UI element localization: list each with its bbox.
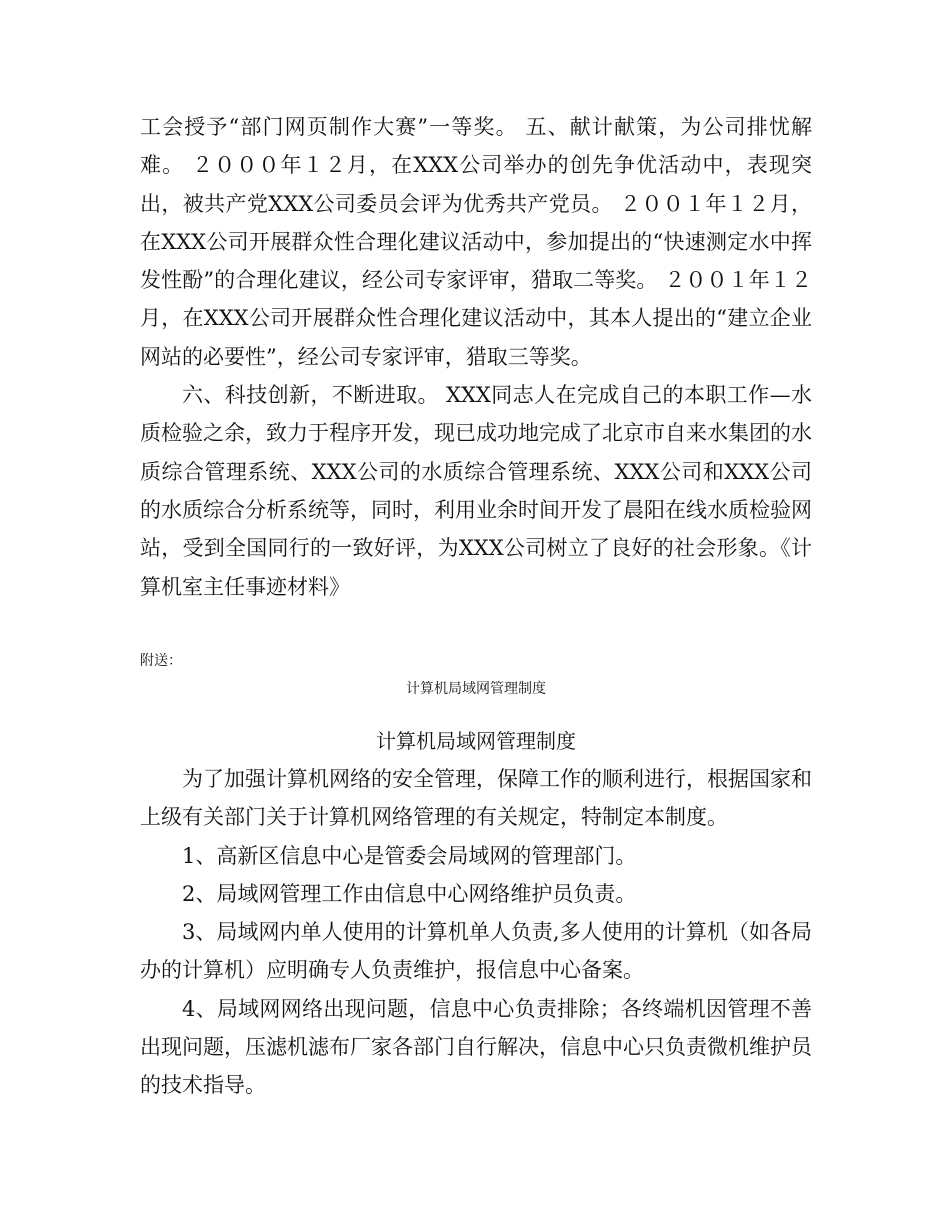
appendix-label: 附送： [140,653,182,669]
rule-item-1: 1、高新区信息中心是管委会局域网的管理部门。 [182,843,637,868]
document-title: 计算机局域网管理制度 [376,729,576,753]
intro-paragraph: 为了加强计算机网络的安全管理，保障工作的顺利进行，根据国家和上级有关部门关于计算机网络管理的有关规定，特制定本制度。 [140,767,812,830]
paragraph-tech-innovation: 六、科技创新，不断进取。 XXX同志人在完成自己的本职工作—水质检验之余，致力于程序开发，现已成功地完成了北京市自来水集团的水质综合管理系统、XXX公司的水质综合管理系统、XXX公司和XXX公司的水质综合分析系统等，同时，利用业余时间开发了晨阳在线水质检验网站，受到全国同行的一致好评，为XXX公司树立了良好的社会形象。《计算机室主任事迹材料》 [140,383,812,599]
rule-item-4: 4、局域网网络出现问题，信息中心负责排除；各终端机因管理不善出现问题，压滤机滤布厂家各部门自行解决，信息中心只负责微机维护员的技术指导。 [140,996,812,1098]
rule-item-2: 2、局域网管理工作由信息中心网络维护员负责。 [182,881,637,906]
appendix-content [140,727,812,1105]
rule-item-3: 3、局域网内单人使用的计算机单人负责,多人使用的计算机（如各局办的计算机）应明确专人负责维护，报信息中心备案。 [140,920,812,983]
paragraph-awards: 工会授予“部门网页制作大赛”一等奖。 五、献计献策，为公司排忧解难。 ２０００年１２月，在XXX公司举办的创先争优活动中，表现突出，被共产党XXX公司委员会评为优秀共产党员。 ２００１年１２月，在XXX公司开展群众性合理化建议活动中，参加提出的“快速测定水中挥发性酚”的合理化建议，经公司专家评审，猎取二等奖。 ２００１年１２月，在XXX公司开展群众性合理化建议活动中，其本人提出的“建立企业网站的必要性”，经公司专家评审，猎取三等奖。 [140,115,812,369]
previous-section [140,108,812,606]
appendix-small-title: 计算机局域网管理制度 [406,681,546,697]
appendix-small-title-block [140,679,812,699]
appendix-label-block [140,651,812,671]
